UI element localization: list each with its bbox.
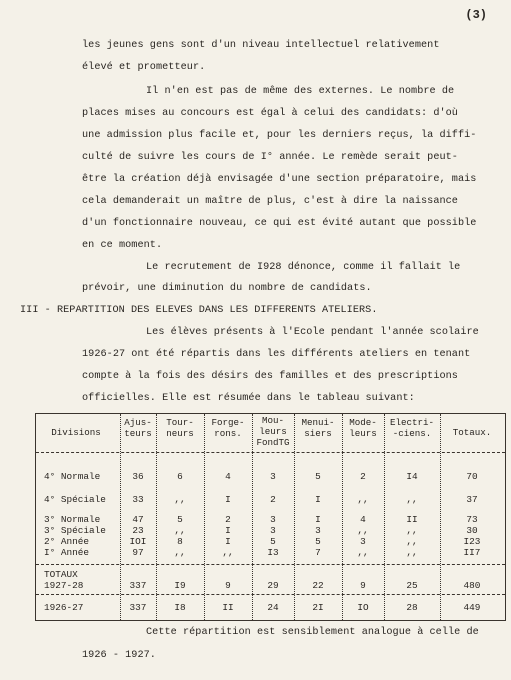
section-heading: III - REPARTITION DES ELEVES DANS LES DIFFERENTS ATELIERS. <box>20 305 378 316</box>
header-menuisiers: Menui- siers <box>301 417 335 439</box>
table-cell: ,, <box>222 547 234 558</box>
table-cell: 47 <box>132 514 144 525</box>
table-cell: 70 <box>466 471 478 482</box>
table-cell: I3 <box>267 547 279 558</box>
table-cell: 2 <box>270 494 276 505</box>
table-cell: IOI <box>129 536 147 547</box>
table-cell: 6 <box>177 471 183 482</box>
table-cell: I <box>225 536 231 547</box>
paragraph-line: Il n'en est pas de même des externes. Le nombre de <box>146 86 455 97</box>
paragraph-line: en ce moment. <box>82 240 163 251</box>
table-cell: ,, <box>357 494 369 505</box>
table-cell: IO <box>357 602 369 613</box>
table-cell: 24 <box>267 602 279 613</box>
table-cell: 29 <box>267 580 279 591</box>
table-cell: 97 <box>132 547 144 558</box>
header-totaux: Totaux. <box>452 427 492 438</box>
paragraph-line: Les élèves présents à l'Ecole pendant l'année scolaire <box>146 327 479 338</box>
table-cell: 25 <box>406 580 418 591</box>
table-cell: 4 <box>360 514 366 525</box>
table-cell: 5 <box>315 536 321 547</box>
paragraph-line: les jeunes gens sont d'un niveau intellectuel relativement <box>82 40 440 51</box>
table-cell: 480 <box>463 580 481 591</box>
table-cell: 73 <box>466 514 478 525</box>
table-cell: 5 <box>315 471 321 482</box>
header-divisions: Divisions <box>51 427 101 438</box>
header-mouleurs: Mou- leurs FondTG <box>256 415 290 448</box>
table-cell: 36 <box>132 471 144 482</box>
table-cell: 23 <box>132 525 144 536</box>
workshop-distribution-table <box>35 413 506 621</box>
table-cell: 2I <box>312 602 324 613</box>
table-cell: I9 <box>174 580 186 591</box>
paragraph-line: 1926 - 1927. <box>82 650 156 661</box>
table-cell: ,, <box>174 547 186 558</box>
paragraph-line: Le recrutement de I928 dénonce, comme il fallait le <box>146 262 461 273</box>
row-label: 4° Spéciale <box>44 494 106 505</box>
table-cell: 30 <box>466 525 478 536</box>
table-cell: ,, <box>357 547 369 558</box>
table-cell: I <box>225 494 231 505</box>
row-label: 3° Spéciale <box>44 525 106 536</box>
header-forgerons: Forge- rons. <box>211 417 245 439</box>
paragraph-line: culté de suivre les cours de I° année. Le remède serait peut- <box>82 152 458 163</box>
table-cell: ,, <box>406 547 418 558</box>
header-ajusteurs: Ajus- teurs <box>124 417 152 439</box>
table-cell: 2 <box>225 514 231 525</box>
table-cell: 3 <box>270 525 276 536</box>
table-cell: I <box>225 525 231 536</box>
paragraph-line: une admission plus facile et, pour les derniers reçus, la diffi- <box>82 130 477 141</box>
table-cell: ,, <box>406 536 418 547</box>
table-cell: 3 <box>270 471 276 482</box>
header-electriciens: Electri- -ciens. <box>389 417 435 439</box>
table-cell: ,, <box>406 525 418 536</box>
table-cell: 337 <box>129 580 147 591</box>
table-cell: 4 <box>225 471 231 482</box>
table-cell: 7 <box>315 547 321 558</box>
row-label: 3° Normale <box>44 514 101 525</box>
table-cell: 33 <box>132 494 144 505</box>
table-cell: I23 <box>463 536 481 547</box>
table-cell: 37 <box>466 494 478 505</box>
table-cell: II <box>406 514 418 525</box>
totals-label: TOTAUX 1927-28 <box>44 569 84 591</box>
paragraph-line: places mises au concours est égal à celui des candidats: d'où <box>82 108 458 119</box>
table-cell: 9 <box>360 580 366 591</box>
table-cell: I <box>315 494 321 505</box>
table-cell: I4 <box>406 471 418 482</box>
table-cell: II <box>222 602 234 613</box>
paragraph-line: élevé et prometteur. <box>82 62 206 73</box>
row-label: I° Année <box>44 547 90 558</box>
table-cell: ,, <box>406 494 418 505</box>
row-label: 1926-27 <box>44 602 84 613</box>
table-cell: 22 <box>312 580 324 591</box>
paragraph-line: cela demanderait un maître de plus, c'est à dire la naissance <box>82 196 458 207</box>
table-cell: 3 <box>315 525 321 536</box>
table-cell: 449 <box>463 602 481 613</box>
paragraph-line: d'un fonctionnaire nouveau, ce qui est évité autant que possible <box>82 218 477 229</box>
paragraph-line: officielles. Elle est résumée dans le tableau suivant: <box>82 393 415 404</box>
table-cell: 9 <box>225 580 231 591</box>
table-cell: 28 <box>406 602 418 613</box>
table-cell: 5 <box>177 514 183 525</box>
page-number: (3) <box>465 8 487 22</box>
paragraph-line: 1926-27 ont été répartis dans les différents ateliers en tenant <box>82 349 471 360</box>
row-label: 2° Année <box>44 536 90 547</box>
table-cell: 3 <box>270 514 276 525</box>
table-cell: 337 <box>129 602 147 613</box>
table-cell: ,, <box>174 525 186 536</box>
row-label: 4° Normale <box>44 471 101 482</box>
table-cell: ,, <box>174 494 186 505</box>
table-cell: I8 <box>174 602 186 613</box>
header-tourneurs: Tour- neurs <box>166 417 194 439</box>
table-cell: II7 <box>463 547 481 558</box>
table-cell: 5 <box>270 536 276 547</box>
paragraph-line: Cette répartition est sensiblement analogue à celle de <box>146 627 479 638</box>
paragraph-line: être la création déjà envisagée d'une section préparatoire, mais <box>82 174 477 185</box>
table-cell: 2 <box>360 471 366 482</box>
table-cell: I <box>315 514 321 525</box>
header-modeleurs: Mode- leurs <box>349 417 377 439</box>
table-cell: 8 <box>177 536 183 547</box>
paragraph-line: compte à la fois des désirs des familles et des prescriptions <box>82 371 458 382</box>
paragraph-line: prévoir, une diminution du nombre de candidats. <box>82 283 372 294</box>
table-cell: ,, <box>357 525 369 536</box>
table-cell: 3 <box>360 536 366 547</box>
